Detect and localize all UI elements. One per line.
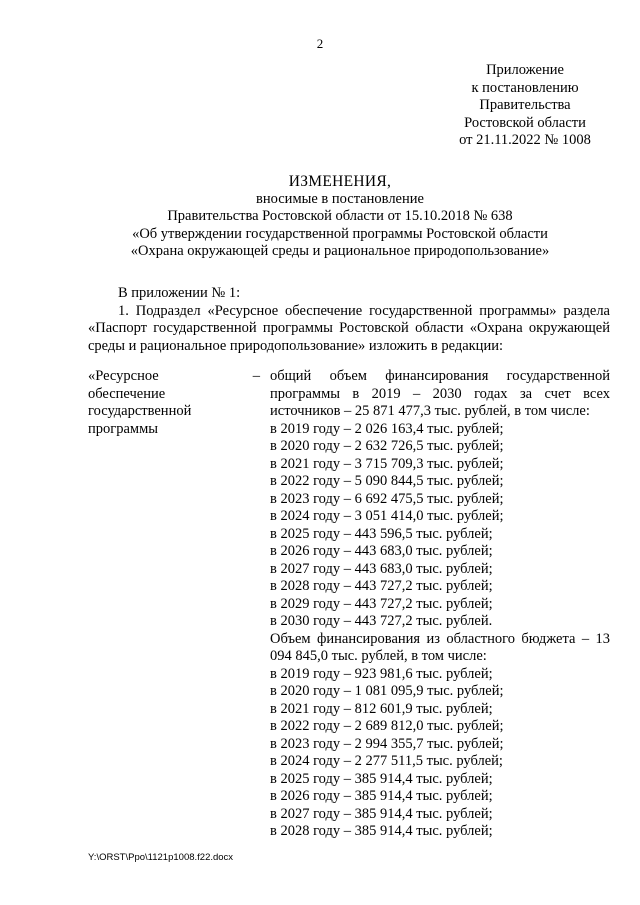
year-line: в 2028 году – 443 727,2 тыс. рублей; (270, 578, 493, 594)
resource-values (270, 368, 610, 841)
total-funding-text: общий объем финансирования государственной программы в 2019 – 2030 годах за счет всех источников – 25 871 477,3 тыс. рублей, в том числе: (270, 368, 610, 419)
year-line: в 2020 году – 1 081 095,9 тыс. рублей; (270, 683, 504, 699)
subtitle-line: вносимые в постановление (256, 190, 424, 207)
document-body (88, 285, 610, 841)
appendix-line: Правительства (479, 97, 571, 113)
year-line: в 2019 году – 923 981,6 тыс. рублей; (270, 665, 493, 682)
appendix-header (440, 62, 610, 150)
year-line: в 2030 году – 443 727,2 тыс. рублей. (270, 613, 493, 629)
appendix-line: от 21.11.2022 № 1008 (459, 132, 591, 148)
appendix-line: Ростовской области (464, 114, 586, 131)
file-path-footer: Y:\ORST\Ppo\1121p1008.f22.docx (88, 852, 234, 863)
year-line: в 2027 году – 385 914,4 тыс. рублей; (270, 805, 493, 822)
appendix-line: к постановлению (471, 79, 579, 96)
year-line: в 2025 году – 385 914,4 тыс. рублей; (270, 770, 493, 787)
subtitle-line: «Охрана окружающей среды и рациональное природопользование» (130, 243, 550, 259)
subtitle-line: Правительства Ростовской области от 15.10.2018 № 638 (167, 208, 513, 224)
page-number: 2 (316, 36, 324, 51)
dash-separator: – (252, 368, 260, 384)
year-line: в 2021 году – 3 715 709,3 тыс. рублей; (270, 455, 504, 472)
year-line: в 2027 году – 443 683,0 тыс. рублей; (270, 560, 493, 577)
regional-funding-text: Объем финансирования из областного бюджета – 13 094 845,0 тыс. рублей, в том числе: (270, 630, 610, 664)
year-line: в 2024 году – 2 277 511,5 тыс. рублей; (270, 753, 503, 769)
year-line: в 2022 году – 5 090 844,5 тыс. рублей; (270, 473, 504, 489)
item-paragraph: 1. Подраздел «Ресурсное обеспечение государственной программы» раздела «Паспорт государственной программы Ростовской области «Охрана окружающей среды и рациональное природопользование» изложить в редакции: (88, 302, 610, 354)
year-line: в 2022 году – 2 689 812,0 тыс. рублей; (270, 718, 504, 734)
year-line: в 2023 году – 6 692 475,5 тыс. рублей; (270, 490, 504, 507)
year-line: в 2028 году – 385 914,4 тыс. рублей; (270, 823, 493, 839)
subtitle-line: «Об утверждении государственной программы Ростовской области (132, 225, 548, 242)
year-line: в 2025 году – 443 596,5 тыс. рублей; (270, 525, 493, 542)
document-title: ИЗМЕНЕНИЯ, (288, 173, 392, 190)
appendix-line: Приложение (486, 62, 564, 78)
year-line: в 2021 году – 812 601,9 тыс. рублей; (270, 700, 493, 717)
resource-table (88, 368, 610, 841)
year-line: в 2024 году – 3 051 414,0 тыс. рублей; (270, 508, 504, 524)
year-line: в 2026 году – 443 683,0 тыс. рублей; (270, 543, 493, 559)
title-block (60, 173, 620, 261)
regional-years-list (270, 666, 610, 841)
resource-label: «Ресурсное обеспечение государственной программы (88, 368, 192, 437)
year-line: в 2029 году – 443 727,2 тыс. рублей; (270, 595, 493, 612)
year-line: в 2020 году – 2 632 726,5 тыс. рублей; (270, 438, 504, 454)
total-years-list (270, 421, 610, 631)
year-line: в 2023 году – 2 994 355,7 тыс. рублей; (270, 735, 504, 752)
intro-paragraph: В приложении № 1: (118, 285, 241, 301)
year-line: в 2026 году – 385 914,4 тыс. рублей; (270, 788, 493, 804)
year-line: в 2019 году – 2 026 163,4 тыс. рублей; (270, 420, 504, 437)
